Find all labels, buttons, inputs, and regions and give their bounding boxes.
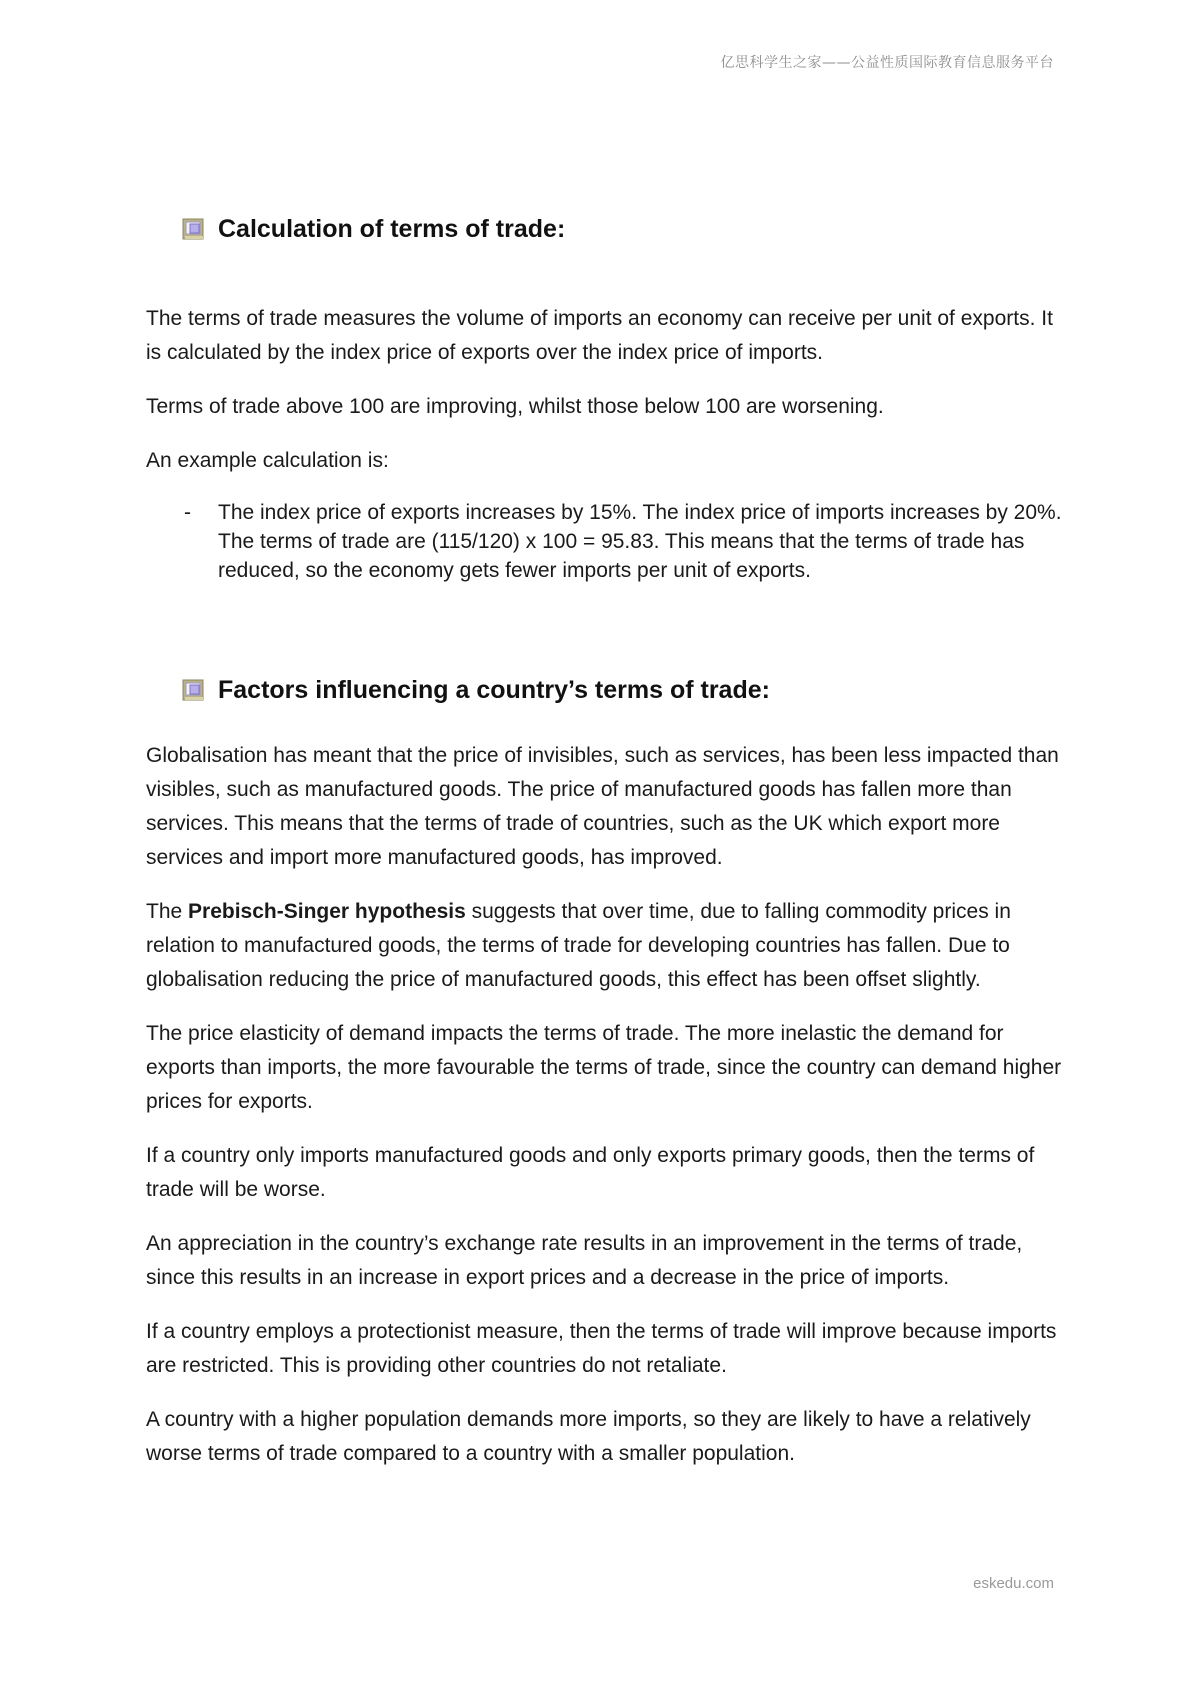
section-body-calculation <box>146 302 1066 585</box>
bullet-marker: - <box>184 501 191 524</box>
paragraph: If a country employs a protectionist measure, then the terms of trade will improve because imports are restricted. This is providing other countries do not retaliate. <box>146 1320 1057 1377</box>
paragraph: An example calculation is: <box>146 449 389 472</box>
paragraph: An appreciation in the country’s exchange rate results in an improvement in the terms of trade, since this results in an increase in export prices and a decrease in the price of imports. <box>146 1232 1023 1289</box>
list-item <box>146 498 1066 585</box>
paragraph: The terms of trade measures the volume of imports an economy can receive per unit of exports. It is calculated by the index price of exports over the index price of imports. <box>146 307 1053 364</box>
paragraph: Globalisation has meant that the price of invisibles, such as services, has been less impacted than visibles, such as manufactured goods. The price of manufactured goods has fallen more than services. This means that the terms of trade of countries, such as the UK which export more services and import more manufactured goods, has improved. <box>146 744 1059 869</box>
paragraph: Terms of trade above 100 are improving, whilst those below 100 are worsening. <box>146 395 884 418</box>
section-heading-calculation <box>182 215 565 244</box>
section-title: Factors influencing a country’s terms of trade: <box>218 676 770 704</box>
paragraph-text: suggests that over time, due to falling commodity prices in relation to manufactured goods, the terms of trade for developing countries has fallen. Due to globalisation reducing the price of manufactured goods, this effect has been offset slightly. <box>146 900 1011 991</box>
page-footer: eskedu.com <box>973 1575 1054 1592</box>
paragraph-text: The <box>146 900 189 923</box>
document-icon <box>182 679 206 703</box>
section-title: Calculation of terms of trade: <box>218 215 566 243</box>
document-icon <box>182 218 206 242</box>
section-heading-factors <box>182 676 770 705</box>
bold-term: Prebisch-Singer hypothesis <box>188 900 466 923</box>
page-header: 亿思科学生之家——公益性质国际教育信息服务平台 <box>720 55 1054 71</box>
list-item-text: The index price of exports increases by 15%. The index price of imports increases by 20%. The terms of trade are (115/120) x 100 = 95.83. This means that the terms of trade has reduced, so the economy gets fewer imports per unit of exports. <box>218 501 1062 582</box>
paragraph: If a country only imports manufactured goods and only exports primary goods, then the terms of trade will be worse. <box>146 1144 1035 1201</box>
paragraph: A country with a higher population demands more imports, so they are likely to have a relatively worse terms of trade compared to a country with a smaller population. <box>146 1408 1031 1465</box>
section-body-factors <box>146 739 1066 1491</box>
paragraph <box>146 895 1066 997</box>
paragraph: The price elasticity of demand impacts the terms of trade. The more inelastic the demand for exports than imports, the more favourable the terms of trade, since the country can demand higher prices for exports. <box>146 1022 1062 1113</box>
